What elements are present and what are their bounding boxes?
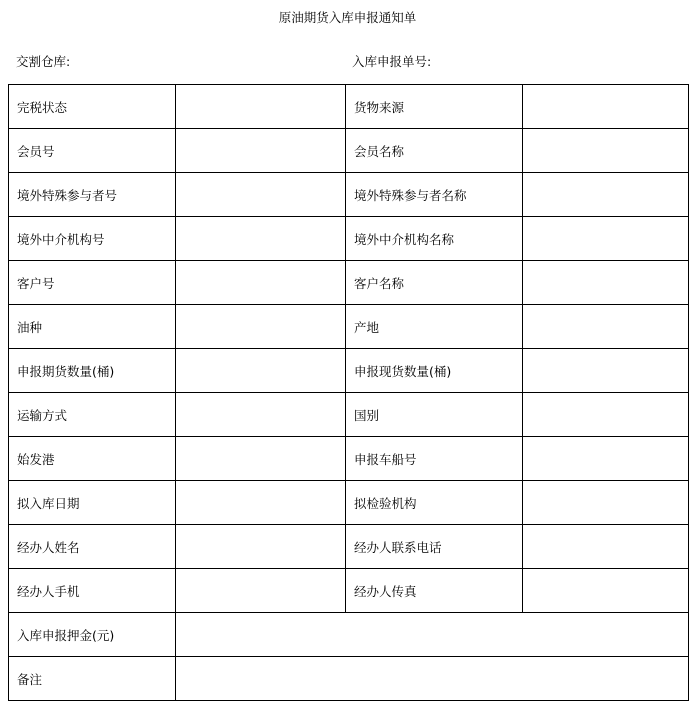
field-client-number[interactable]	[176, 261, 346, 305]
field-client-name[interactable]	[523, 261, 689, 305]
label-planned-entry-date: 拟入库日期	[9, 481, 176, 525]
field-inspection-agency[interactable]	[523, 481, 689, 525]
label-deposit: 入库申报押金(元)	[9, 613, 176, 657]
field-tax-status[interactable]	[176, 85, 346, 129]
field-overseas-participant-number[interactable]	[176, 173, 346, 217]
form-row-tax-status	[9, 85, 689, 129]
field-origin[interactable]	[523, 305, 689, 349]
label-member-name: 会员名称	[346, 129, 523, 173]
field-handler-fax[interactable]	[523, 569, 689, 613]
label-handler-phone: 经办人联系电话	[346, 525, 523, 569]
field-planned-entry-date[interactable]	[176, 481, 346, 525]
application-number-label: 入库申报单号:	[352, 54, 432, 69]
label-transport-mode: 运输方式	[9, 393, 176, 437]
label-departure-port: 始发港	[9, 437, 176, 481]
label-handler-mobile: 经办人手机	[9, 569, 176, 613]
label-country: 国别	[346, 393, 523, 437]
field-handler-phone[interactable]	[523, 525, 689, 569]
field-spot-quantity[interactable]	[523, 349, 689, 393]
label-oil-type: 油种	[9, 305, 176, 349]
field-vehicle-vessel-number[interactable]	[523, 437, 689, 481]
warehouse-label: 交割仓库:	[16, 54, 71, 69]
form-row-transport	[9, 393, 689, 437]
field-handler-name[interactable]	[176, 525, 346, 569]
form-row-date	[9, 481, 689, 525]
label-futures-quantity: 申报期货数量(桶)	[9, 349, 176, 393]
field-handler-mobile[interactable]	[176, 569, 346, 613]
field-deposit[interactable]	[176, 613, 689, 657]
label-overseas-participant-number: 境外特殊参与者号	[9, 173, 176, 217]
field-member-name[interactable]	[523, 129, 689, 173]
label-overseas-intermediary-name: 境外中介机构名称	[346, 217, 523, 261]
label-client-name: 客户名称	[346, 261, 523, 305]
field-overseas-intermediary-number[interactable]	[176, 217, 346, 261]
field-overseas-intermediary-name[interactable]	[523, 217, 689, 261]
field-remarks[interactable]	[176, 657, 689, 701]
field-member-number[interactable]	[176, 129, 346, 173]
form-row-client	[9, 261, 689, 305]
field-goods-source[interactable]	[523, 85, 689, 129]
label-member-number: 会员号	[9, 129, 176, 173]
label-client-number: 客户号	[9, 261, 176, 305]
form-row-overseas-participant	[9, 173, 689, 217]
label-handler-name: 经办人姓名	[9, 525, 176, 569]
field-transport-mode[interactable]	[176, 393, 346, 437]
form-row-deposit	[9, 613, 689, 657]
declaration-form-table	[8, 84, 689, 701]
label-overseas-intermediary-number: 境外中介机构号	[9, 217, 176, 261]
label-origin: 产地	[346, 305, 523, 349]
field-oil-type[interactable]	[176, 305, 346, 349]
label-remarks: 备注	[9, 657, 176, 701]
field-overseas-participant-name[interactable]	[523, 173, 689, 217]
label-handler-fax: 经办人传真	[346, 569, 523, 613]
form-row-overseas-intermediary	[9, 217, 689, 261]
label-vehicle-vessel-number: 申报车船号	[346, 437, 523, 481]
label-overseas-participant-name: 境外特殊参与者名称	[346, 173, 523, 217]
form-title: 原油期货入库申报通知单	[278, 10, 417, 25]
field-country[interactable]	[523, 393, 689, 437]
form-row-member	[9, 129, 689, 173]
form-row-handler	[9, 525, 689, 569]
field-futures-quantity[interactable]	[176, 349, 346, 393]
form-row-oil-type	[9, 305, 689, 349]
label-spot-quantity: 申报现货数量(桶)	[346, 349, 523, 393]
label-tax-status: 完税状态	[9, 85, 176, 129]
form-row-quantity	[9, 349, 689, 393]
label-inspection-agency: 拟检验机构	[346, 481, 523, 525]
form-row-remarks	[9, 657, 689, 701]
form-row-port	[9, 437, 689, 481]
field-departure-port[interactable]	[176, 437, 346, 481]
label-goods-source: 货物来源	[346, 85, 523, 129]
form-row-handler-contact	[9, 569, 689, 613]
